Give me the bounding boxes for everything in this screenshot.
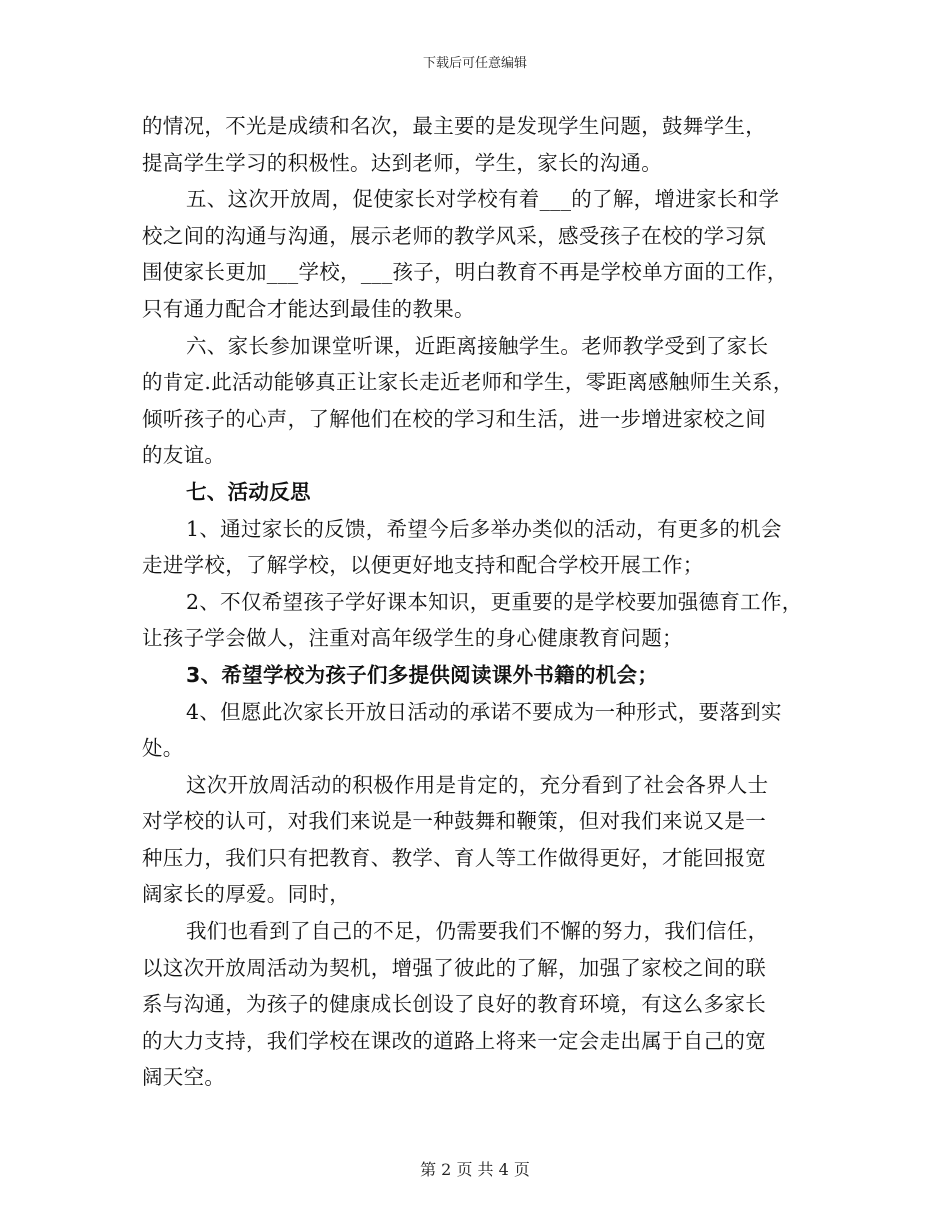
paragraph-line: 种压力，我们只有把教育、教学、育人等工作做得更好，才能回报宽 (142, 845, 766, 870)
paragraph-line: 走进学校，了解学校，以便更好地支持和配合学校开展工作； (142, 553, 704, 578)
paragraph-line: 4、但愿此次家长开放日活动的承诺不要成为一种形式，要落到实 (186, 699, 782, 724)
paragraph-line: 只有通力配合才能达到最佳的教果。 (142, 296, 475, 321)
page-number: 第 2 页 共 4 页 (420, 1160, 530, 1179)
paragraph-line: 处。 (142, 736, 184, 761)
paragraph-line: 的大力支持，我们学校在课改的道路上将来一定会走出属于自己的宽 (142, 1028, 766, 1053)
paragraph-line: 让孩子学会做人，注重对高年级学生的身心健康教育问题； (142, 626, 683, 651)
bold-paragraph-line: 3、希望学校为孩子们多提供阅读课外书籍的机会； (186, 662, 659, 687)
paragraph-line: 系与沟通，为孩子的健康成长创设了良好的教育环境，有这么多家长 (142, 992, 766, 1017)
paragraph-line: 以这次开放周活动为契机，增强了彼此的了解，加强了家校之间的联 (142, 955, 766, 980)
paragraph-line: 阔家长的厚爱。同时， (142, 882, 350, 907)
document-body (142, 108, 822, 1096)
paragraph-line: 围使家长更加___学校，___孩子，明白教育不再是学校单方面的工作， (142, 260, 788, 285)
paragraph-line: 我们也看到了自己的不足，仍需要我们不懈的努力，我们信任， (186, 919, 769, 944)
paragraph-line: 2、不仅希望孩子学好课本知识，更重要的是学校要加强德育工作， (186, 589, 803, 614)
paragraph-line: 这次开放周活动的积极作用是肯定的，充分看到了社会各界人士 (186, 772, 769, 797)
paragraph-line: 倾听孩子的心声，了解他们在校的学习和生活，进一步增进家校之间 (142, 406, 766, 431)
paragraph-line: 阔天空。 (142, 1065, 226, 1090)
paragraph-line: 六、家长参加课堂听课，近距离接触学生。老师教学受到了家长 (186, 333, 769, 358)
paragraph-line: 的情况，不光是成绩和名次，最主要的是发现学生问题，鼓舞学生， (142, 114, 766, 138)
paragraph-line: 五、这次开放周，促使家长对学校有着___的了解，增进家长和学 (186, 187, 780, 212)
paragraph-line: 校之间的沟通与沟通，展示老师的教学风采，感受孩子在校的学习氛 (142, 223, 766, 248)
section-heading: 七、活动反思 (186, 479, 311, 504)
paragraph-line: 提高学生学习的积极性。达到老师，学生，家长的沟通。 (142, 150, 662, 175)
paragraph-line: 1、通过家长的反馈，希望今后多举办类似的活动，有更多的机会 (186, 516, 782, 541)
paragraph-line: 对学校的认可，对我们来说是一种鼓舞和鞭策，但对我们来说又是一 (142, 809, 766, 834)
paragraph-line: 的友谊。 (142, 443, 226, 468)
page-header: 下载后可任意编辑 (422, 56, 527, 71)
paragraph-line: 的肯定.此活动能够真正让家长走近老师和学生，零距离感触师生关系， (142, 370, 794, 395)
